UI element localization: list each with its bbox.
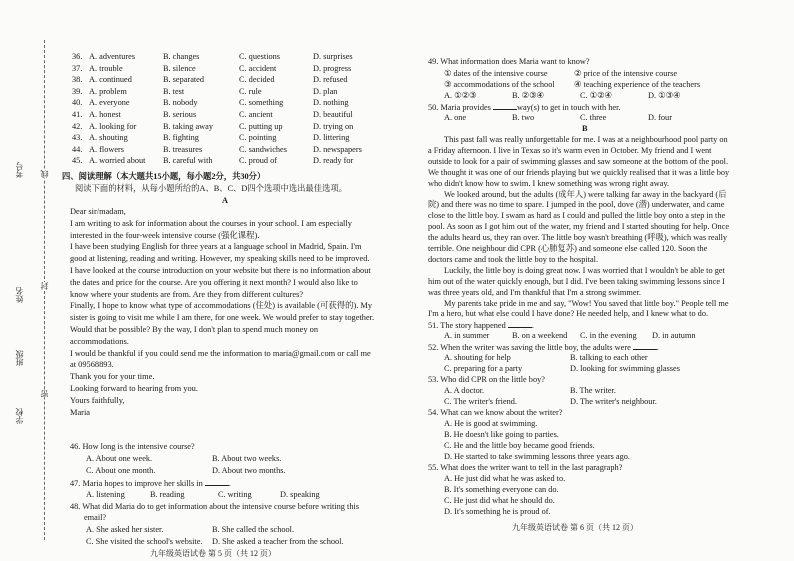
section-instruction: 阅读下面的材料，从每小题所给的A、B、C、D四个选项中选出最佳选项。 bbox=[75, 184, 347, 193]
q55-option-b[interactable]: B. It's something everyone can do. bbox=[444, 485, 559, 494]
cloze-option-d[interactable]: D. progress bbox=[313, 63, 352, 73]
passage-line: We looked around, but the adults (成年人) were talking far away in the backyard (后 bbox=[444, 189, 727, 199]
passage-line: terrible. One neighbour did CPR (心肺复苏) and someone else called 120. Soon the bbox=[428, 244, 708, 253]
passage-line: the adults heard us, they ran over. The little boy wasn't breathing (呼吸), which was really bbox=[428, 233, 728, 243]
passage-label-b: B bbox=[582, 124, 588, 133]
cloze-option-a[interactable]: A. flowers bbox=[89, 144, 125, 154]
cloze-option-b[interactable]: B. serious bbox=[163, 110, 197, 119]
q54-stem: 54. What can we know about the writer? bbox=[428, 408, 563, 417]
q55-option-c[interactable]: C. He just did what he should do. bbox=[444, 496, 555, 505]
q55-stem: 55. What does the writer want to tell in the last paragraph? bbox=[428, 463, 623, 472]
q49-stem: 49. What information does Maria want to know? bbox=[428, 57, 590, 66]
cloze-option-a[interactable]: A. everyone bbox=[89, 98, 130, 108]
cloze-question-number: 43. bbox=[72, 133, 83, 143]
q49-item-3: ③ accommodations of the school bbox=[444, 80, 555, 89]
q54-option-c[interactable]: C. He and the little boy became good friends. bbox=[444, 441, 595, 450]
q53-option-b[interactable]: B. The writer. bbox=[570, 386, 616, 395]
q53-option-d[interactable]: D. The writer's neighbour. bbox=[570, 397, 657, 406]
q49-item-2: ② price of the intensive course bbox=[574, 69, 678, 78]
cloze-option-c[interactable]: C. pointing bbox=[239, 133, 277, 143]
q53-stem: 53. Who did CPR on the little boy? bbox=[428, 375, 545, 384]
cloze-option-b[interactable]: B. test bbox=[163, 86, 185, 96]
passage-label-a: A bbox=[222, 196, 228, 205]
q48-option-d[interactable]: D. She asked a teacher from the school. bbox=[212, 537, 344, 546]
passage-line: 院) and there was no time to spare. I jumped in the pool, dove (潜) underwater, and came bbox=[428, 200, 725, 210]
q52-stem: 52. When the writer was saving the little boy, the adults were . bbox=[428, 343, 659, 352]
q48-option-a[interactable]: A. She asked her sister. bbox=[86, 525, 164, 534]
q54-option-b[interactable]: B. He doesn't like going to parties. bbox=[444, 430, 559, 439]
q48-option-b[interactable]: B. She called the school. bbox=[212, 525, 295, 534]
passage-line: This past fall was really unforgettable for me. I was at a neighbourhood pool party on bbox=[444, 135, 728, 144]
cloze-question-number: 37. bbox=[72, 63, 83, 73]
cloze-option-c[interactable]: C. sandwiches bbox=[239, 144, 287, 154]
passage-line: We thought it was one of our friends playing but we quickly realised that it was a little boy bbox=[428, 167, 730, 177]
cloze-option-c[interactable]: C. decided bbox=[239, 75, 275, 85]
letter-line: I would be thankful if you could send me the information to maria@gmail.com or call me bbox=[70, 348, 371, 358]
letter-line: at 09568893. bbox=[70, 360, 114, 370]
cloze-option-d[interactable]: D. beautiful bbox=[313, 110, 353, 119]
cloze-question-number: 42. bbox=[72, 121, 83, 131]
passage-line: a Friday afternoon. I live in Texas so it's warm even in October. My friend and I went bbox=[428, 145, 712, 155]
q51-option-d[interactable]: D. in autumn bbox=[652, 331, 696, 340]
q47-option-a[interactable]: A. listening bbox=[86, 490, 125, 499]
cloze-option-b[interactable]: B. treasures bbox=[163, 144, 203, 154]
q51-option-a[interactable]: A. in summer bbox=[444, 331, 490, 340]
q46-option-b[interactable]: B. About two weeks. bbox=[212, 454, 282, 463]
passage-line: I'm a hero, but what else could I have done? He needed help, and I knew what to do. bbox=[428, 309, 709, 319]
margin-dot-seal: 封 bbox=[40, 282, 49, 290]
cloze-option-d[interactable]: D. refused bbox=[313, 75, 348, 85]
cloze-question-number: 38. bbox=[72, 75, 83, 85]
letter-line: Looking forward to hearing from you. bbox=[70, 384, 198, 393]
cloze-option-b[interactable]: B. separated bbox=[163, 75, 205, 85]
q49-item-1: ① dates of the intensive course bbox=[444, 69, 548, 78]
letter-line: sister is going to visit me while I am there, for one week. We would prefer to stay together. bbox=[70, 313, 375, 323]
margin-dot-secret: 密 bbox=[40, 390, 49, 398]
q47-stem: 47. Maria hopes to improve her skills in . bbox=[70, 479, 231, 488]
passage-line: him out of the water quickly enough, but I did. I've been taking swimming lessons since I bbox=[428, 276, 725, 286]
cloze-option-d[interactable]: D. ready for bbox=[313, 156, 354, 166]
q49-option-d[interactable]: D. ①③④ bbox=[648, 91, 681, 100]
letter-line: Would that be possible? By the way, I don't plan to spend much money on bbox=[70, 325, 319, 334]
q48-stem-line1: 48. What did Maria do to get information about the intensive course before writing this bbox=[70, 502, 360, 511]
cloze-option-b[interactable]: B. taking away bbox=[163, 121, 214, 131]
section-heading: 四、阅读理解（本大题共15小题，每小题2分，共30分） bbox=[62, 172, 266, 181]
letter-line: Thank you for your time. bbox=[70, 372, 155, 382]
q52-option-c[interactable]: C. preparing for a party bbox=[444, 364, 523, 373]
cloze-option-b[interactable]: B. silence bbox=[163, 63, 196, 73]
letter-line: Dear sir/madam, bbox=[70, 207, 126, 216]
q46-option-a[interactable]: A. About one week. bbox=[86, 454, 153, 463]
q55-option-a[interactable]: A. He just did what he was asked to. bbox=[444, 474, 566, 483]
q46-option-d[interactable]: D. About two months. bbox=[212, 466, 286, 475]
cloze-question-number: 45. bbox=[72, 156, 83, 166]
cloze-option-d[interactable]: D. surprises bbox=[313, 52, 353, 61]
q50-option-a[interactable]: A. one bbox=[444, 113, 467, 122]
margin-dot-line: 线 bbox=[40, 170, 49, 178]
cloze-option-a[interactable]: A. worried about bbox=[89, 156, 146, 166]
margin-field-class: 班级 bbox=[15, 350, 24, 366]
q50-option-c[interactable]: C. three bbox=[580, 113, 607, 122]
cloze-question-number: 41. bbox=[72, 110, 83, 119]
passage-line: close to the little boy. I swam as hard as I could and pulled the little boy onto a step in the bbox=[428, 211, 726, 221]
page-footer-left: 九年级英语试卷 第 5 页（共 12 页） bbox=[150, 549, 276, 558]
passage-line: who didn't know how to swim. I knew something was wrong right away. bbox=[428, 178, 670, 188]
cloze-option-c[interactable]: C. rule bbox=[239, 86, 262, 96]
q50-option-d[interactable]: D. four bbox=[648, 113, 672, 122]
cloze-option-c[interactable]: C. accident bbox=[239, 63, 277, 73]
letter-line: Finally, I hope to know what type of accommodations (住处) is available (可获得的). My bbox=[70, 301, 373, 311]
q53-option-c[interactable]: C. The writer's friend. bbox=[444, 397, 517, 406]
cloze-option-b[interactable]: B. nobody bbox=[163, 98, 198, 108]
cloze-option-c[interactable]: C. ancient bbox=[239, 110, 273, 119]
cloze-option-a[interactable]: A. continued bbox=[89, 75, 132, 85]
cloze-question-number: 44. bbox=[72, 144, 83, 154]
q52-option-b[interactable]: B. talking to each other bbox=[570, 353, 648, 362]
q51-stem: 51. The story happened . bbox=[428, 321, 534, 330]
cloze-option-d[interactable]: D. newspapers bbox=[313, 144, 362, 154]
cloze-option-d[interactable]: D. plan bbox=[313, 86, 338, 96]
passage-line: was three years old, and I'm thankful that I'm a strong swimmer. bbox=[428, 287, 641, 297]
passage-line: My parents take pride in me and say, "Wow! You saved that little boy." People tell me bbox=[444, 298, 729, 308]
letter-line: Maria bbox=[70, 407, 90, 417]
cloze-option-a[interactable]: A. honest bbox=[89, 110, 121, 119]
letter-line: the dates and price for the course. Are you offering it next month? I would also like to bbox=[70, 277, 358, 287]
letter-line: good at listening, reading and writing. However, my speaking skills need to be improved. bbox=[70, 254, 370, 264]
q48-option-c[interactable]: C. She visited the school's website. bbox=[86, 537, 203, 546]
binding-line bbox=[44, 40, 45, 540]
q47-option-b[interactable]: B. reading bbox=[150, 490, 185, 499]
letter-line: Yours faithfully, bbox=[70, 395, 125, 405]
cloze-question-number: 39. bbox=[72, 86, 83, 96]
cloze-option-c[interactable]: C. putting up bbox=[239, 121, 283, 131]
cloze-option-b[interactable]: B. fighting bbox=[163, 133, 199, 143]
cloze-question-number: 40. bbox=[72, 98, 83, 108]
margin-field-school: 学校 bbox=[15, 408, 24, 424]
q46-stem: 46. How long is the intensive course? bbox=[70, 442, 195, 451]
cloze-option-a[interactable]: A. shouting bbox=[89, 133, 128, 143]
cloze-option-a[interactable]: A. adventures bbox=[89, 52, 136, 61]
passage-line: doctors came and took the little boy to the hospital. bbox=[428, 254, 599, 264]
q49-option-a[interactable]: A. ①②③ bbox=[444, 91, 477, 100]
q55-option-d[interactable]: D. It's something he is proud of. bbox=[444, 507, 551, 516]
q52-option-a[interactable]: A. shouting for help bbox=[444, 353, 511, 362]
passage-line: pool. As soon as I got him out of the water, my friend and I started shouting for help. Once bbox=[428, 222, 730, 232]
cloze-option-d[interactable]: D. littering bbox=[313, 133, 350, 143]
q50-stem: 50. Maria provides way(s) to get in touch with her. bbox=[428, 103, 621, 112]
cloze-question-number: 36. bbox=[72, 52, 83, 61]
letter-line: accommodations. bbox=[70, 336, 129, 346]
q48-stem-line2: email? bbox=[84, 513, 107, 522]
cloze-option-a[interactable]: A. looking for bbox=[89, 121, 137, 131]
cloze-option-d[interactable]: D. trying on bbox=[313, 121, 354, 131]
letter-line: I have looked at the course introduction on your website but there is no information about bbox=[70, 266, 371, 275]
cloze-option-b[interactable]: B. careful with bbox=[163, 156, 213, 166]
q47-option-c[interactable]: C. writing bbox=[218, 490, 252, 499]
q54-option-d[interactable]: D. He started to take swimming lessons three years ago. bbox=[444, 452, 630, 461]
cloze-option-a[interactable]: A. problem bbox=[89, 86, 127, 96]
q51-option-c[interactable]: C. in the evening bbox=[580, 331, 637, 340]
q50-option-b[interactable]: B. two bbox=[512, 113, 535, 122]
q51-option-b[interactable]: B. on a weekend bbox=[512, 331, 568, 340]
page-footer-right: 九年级英语试卷 第 6 页（共 12 页） bbox=[512, 523, 638, 532]
cloze-option-c[interactable]: C. proud of bbox=[239, 156, 278, 166]
cloze-option-a[interactable]: A. trouble bbox=[89, 63, 123, 73]
q52-option-d[interactable]: D. looking for swimming glasses bbox=[570, 364, 680, 373]
q49-option-b[interactable]: B. ②③④ bbox=[512, 91, 544, 100]
letter-line: I have been studying English for three years at a language school in Madrid, Spain. I'm bbox=[70, 242, 362, 252]
q53-option-a[interactable]: A. A doctor. bbox=[444, 386, 485, 395]
letter-line: interested in the four-week intensive course (强化课程). bbox=[70, 230, 260, 240]
passage-line: outside to look for a pair of swimming glasses and saw someone at the bottom of the pool. bbox=[428, 156, 729, 166]
q47-option-d[interactable]: D. speaking bbox=[280, 490, 320, 499]
q46-option-c[interactable]: C. About one month. bbox=[86, 466, 156, 475]
letter-line: I am writing to ask for information about the courses in your school. I am especially bbox=[70, 218, 352, 228]
cloze-option-c[interactable]: C. something bbox=[239, 98, 284, 108]
margin-field-name: 姓名 bbox=[15, 287, 24, 303]
passage-line: Luckily, the little boy is doing great now. I was worried that I wouldn't be able to get bbox=[444, 265, 725, 275]
q54-option-a[interactable]: A. He is good at swimming. bbox=[444, 419, 538, 428]
letter-line: know where your students are from. Are they from different cultures? bbox=[70, 289, 304, 299]
q49-item-4: ④ teaching experience of the teachers bbox=[574, 80, 701, 89]
cloze-option-d[interactable]: D. nothing bbox=[313, 98, 349, 108]
cloze-option-b[interactable]: B. changes bbox=[163, 52, 200, 61]
q49-option-c[interactable]: C. ①②④ bbox=[580, 91, 612, 100]
cloze-option-c[interactable]: C. questions bbox=[239, 52, 281, 61]
margin-field-exam-no: 考号 bbox=[15, 162, 24, 178]
